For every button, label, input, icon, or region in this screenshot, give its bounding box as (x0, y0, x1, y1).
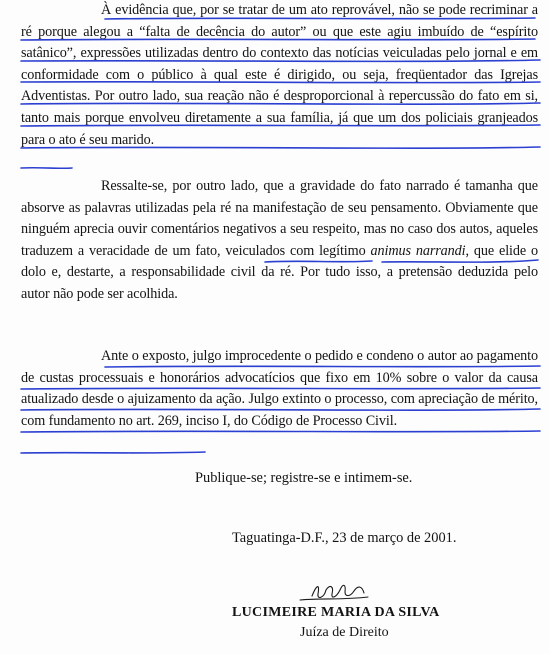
place-date: Taguatinga-D.F., 23 de março de 2001. (232, 530, 457, 546)
paragraph-3: Ante o exposto, julgo improcedente o pedido e condeno o autor ao pagamento de custas processuais e honorários advocatícios que fixo em 10% sobre o valor da causa atualizado desde o ajuizamento da ação. Julgo extinto o processo, com apreciação de mérito, com fundamento no art. 269, inciso I, do Código de Processo Civil. (21, 348, 538, 429)
paragraph-2-italic: animus narrandi (370, 242, 466, 259)
underline-8 (21, 168, 72, 169)
closing-line: Publique-se; registre-se e intimem-se. (195, 470, 413, 486)
underline-15 (21, 452, 205, 453)
signer-title: Juíza de Direito (300, 625, 389, 640)
paragraph-1: À evidência que, por se tratar de um ato reprovável, não se pode recriminar a ré porque alegou a “falta de decência do autor” ou que este agiu imbuído de “espírito satânico”, expressões utilizadas dentro do contexto das notícias veiculadas pelo jornal e em conformidade com o público à qual este é dirigido, ou seja, freqüentador das Igrejas Adventistas. Por outro lado, sua reação não é desproporcional à repercussão do fato em si, tanto mais porque envolveu diretamente a sua família, já que um dos policiais granjeados para o ato é seu marido. (21, 2, 538, 148)
paragraph-2 (21, 176, 538, 306)
paragraph-2-text-b: , que elide o dolo e, destarte, a responsabilidade civil da ré. Por tudo isso, a pretensão deduzida pelo autor não pode ser acolhida. (21, 242, 538, 302)
signature-mark (300, 585, 368, 600)
signer-name: LUCIMEIRE MARIA DA SILVA (232, 605, 440, 620)
paragraph-2-text-a: Ressalte-se, por outro lado, que a gravidade do fato narrado é tamanha que absorve as palavras utilizadas pela ré na manifestação de seu pensamento. Obviamente que ninguém aprecia ouvir comentários negativos a seu respeito, mas no caso dos autos, aqueles traduzem a veracidade de um fato, veiculados com legítimo (21, 178, 538, 259)
